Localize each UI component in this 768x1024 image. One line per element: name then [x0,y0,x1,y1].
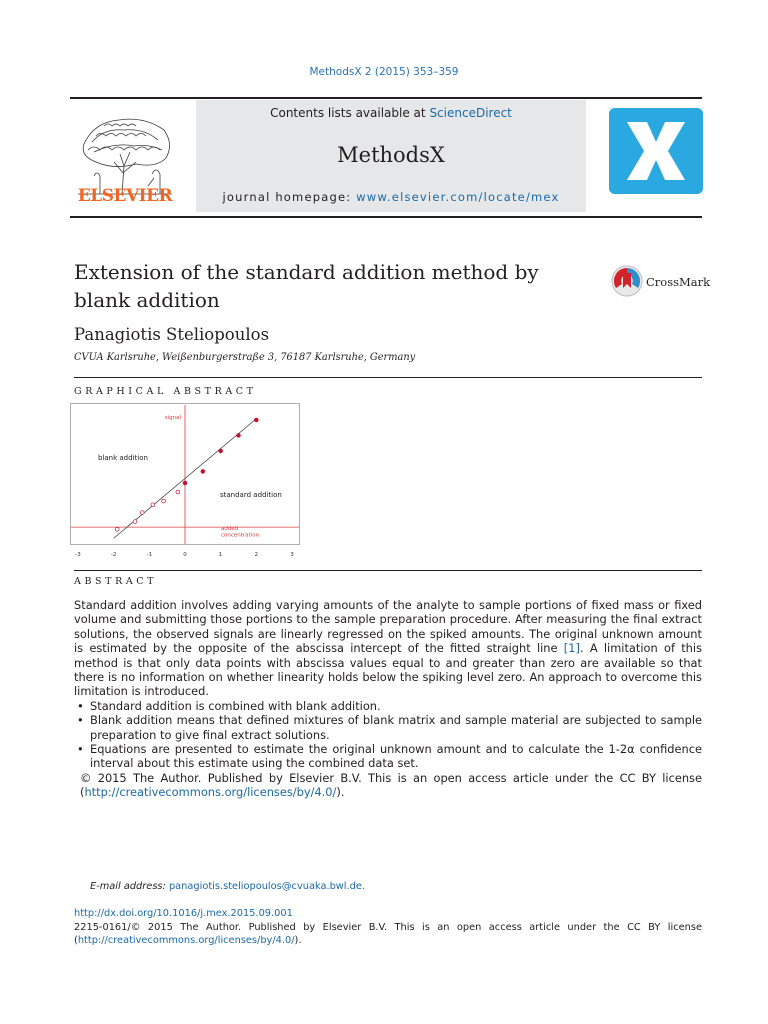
graphical-abstract-chart [70,403,300,558]
elsevier-wordmark: ELSEVIER [77,186,173,206]
section-rule [74,570,702,571]
sciencedirect-link[interactable]: ScienceDirect [429,106,512,120]
highlights-list [74,699,702,771]
article-title: Extension of the standard addition method by blank addition [74,260,539,312]
journal-homepage-line [196,190,586,204]
x-axis-label: added [221,526,239,532]
data-point-open [162,499,166,503]
reference-link[interactable]: [1] [563,641,580,656]
annotation-blank-addition: blank addition [98,454,148,462]
methodsx-logo [609,108,703,194]
homepage-label: journal homepage: [222,190,357,204]
list-item: • Equations are presented to estimate the original unknown amount and to calculate the 1-2α confidence interval about this estimate using the combined data set. [74,742,702,771]
data-point-filled [219,449,223,453]
crossmark-icon[interactable] [610,264,646,298]
license-end: ). [294,935,302,946]
x-tick-label: 3 [290,552,294,558]
footer-license-link[interactable]: http://creativecommons.org/licenses/by/4.0/ [77,935,295,946]
journal-reference[interactable]: MethodsX 2 (2015) 353–359 [309,66,459,78]
journal-name: MethodsX [337,143,445,167]
abstract-heading: ABSTRACT [74,576,158,587]
data-point-filled [254,418,258,422]
copyright-notice [74,771,702,800]
data-point-open [133,520,137,524]
section-rule [74,377,702,378]
homepage-link[interactable]: www.elsevier.com/locate/mex [356,190,560,204]
contents-line [196,106,586,120]
data-point-open [115,527,119,531]
abstract-text: Standard addition involves adding varying amounts of the analyte to sample portions of fixed mass or fixed volume and submitting those portions to the sample preparation procedure. After measuring the final extract solutions, the observed signals are linearly regressed on the spiked amounts. The original unknown amount is estimated by the opposite of the abscissa intercept of the fitted straight line [74,598,702,656]
email-label: E-mail address: [90,881,169,892]
x-tick-label: 1 [218,552,223,558]
author-name: Panagiotis Steliopoulos [74,325,270,344]
data-point-filled [183,481,187,485]
data-point-open [151,503,155,507]
x-axis-label: concentration [221,532,260,539]
abstract-paragraph [74,598,702,699]
email-link[interactable]: panagiotis.steliopoulos@cvuaka.bwl.de. [168,881,365,892]
x-tick-label: 2 [254,552,259,558]
methodsx-x-icon [609,108,703,194]
abstract-text-cont: . A limitation of this method is that only data points with abscissa values equal to and greater than zero are available so that there is no information on whether linearity holds below the spiking level zero. An approach to overcome this limitation is introduced. [74,641,703,699]
data-point-filled [201,470,205,474]
license-link[interactable]: http://creativecommons.org/licenses/by/4.0/ [84,785,337,800]
x-tick-label: 0 [183,552,187,558]
data-point-open [176,490,180,494]
copyright-end: ). [336,785,345,800]
data-point-open [140,511,144,515]
y-axis-label: signal [164,415,181,421]
x-tick-label: -3 [75,552,81,558]
crossmark-label[interactable]: CrossMark [646,275,711,289]
header-top-rule [70,97,702,99]
list-item: • Blank addition means that defined mixtures of blank matrix and sample material are subjected to sample preparation to give final extract solutions. [74,713,702,742]
annotation-standard-addition: standard addition [220,491,282,499]
email-footnote [90,881,365,892]
contents-prefix: Contents lists available at [270,106,430,120]
data-point-filled [237,434,241,438]
graphical-abstract-heading: GRAPHICAL ABSTRACT [74,386,257,397]
abstract-body [74,598,702,800]
header-bottom-rule [70,216,702,218]
author-affiliation: CVUA Karlsruhe, Weißenburgerstraße 3, 76187 Karlsruhe, Germany [74,352,416,363]
x-tick-label: -2 [110,552,117,558]
x-tick-label: -1 [146,552,153,558]
copyright-text: © 2015 The Author. Published by Elsevier B.V. This is an open access article under the CC BY license ( [80,770,702,800]
license-text: 2215-0161/© 2015 The Author. Published by Elsevier B.V. This is an open access article under the CC BY license ( [74,922,702,946]
license-footer [74,921,702,947]
list-item: • Standard addition is combined with blank addition. [74,699,702,713]
doi-link[interactable]: http://dx.doi.org/10.1016/j.mex.2015.09.001 [74,908,293,919]
